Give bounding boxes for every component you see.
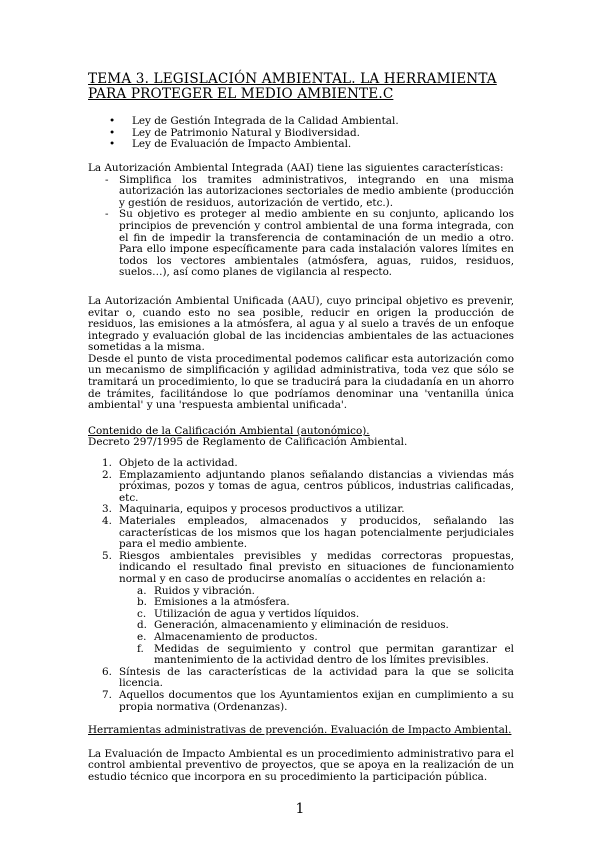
- aai-intro: La Autorización Ambiental Integrada (AAI) tiene las siguientes características:: [88, 161, 504, 174]
- item-text: Emplazamiento adjuntando planos señalando distancias a viviendas más próximas, pozos y tomas de agua, centros públicos, industrias calificadas, etc.: [119, 468, 514, 504]
- list-item: • Ley de Patrimonio Natural y Biodiversidad.: [88, 128, 514, 140]
- sub-list-item: [119, 644, 514, 667]
- list-item: - Su objetivo es proteger al medio ambiente en su conjunto, aplicando los principios de prevención y control ambiental de una forma integrada, con el fin de impedir la transferencia de contaminación de un medio a otro. Para ello impone específicamente para cada instalación valores límites en todos los vectores ambientales (atmósfera, aguas, ruidos, residuos, suelos…), así como planes de vigilancia al respecto.: [88, 209, 514, 279]
- spacer: [88, 737, 514, 749]
- page-title: TEMA 3. LEGISLACIÓN AMBIENTAL. LA HERRAMIENTA PARA PROTEGER EL MEDIO AMBIENTE.C: [88, 71, 497, 102]
- sub-list: [119, 586, 514, 667]
- item-number: 5.: [102, 549, 112, 562]
- aai-list: [88, 175, 514, 279]
- list-item: [88, 516, 514, 551]
- calificacion-decree: Decreto 297/1995 de Reglamento de Calificación Ambiental.: [88, 436, 408, 449]
- spacer: [88, 279, 514, 296]
- item-number: 2.: [102, 468, 112, 481]
- item-letter: c.: [137, 607, 147, 620]
- list-item: • Ley de Evaluación de Impacto Ambiental.: [88, 139, 514, 151]
- list-item: - Simplifica los tramites administrativos, integrando en una misma autorización las autorizaciones sectoriales de medio ambiente (producción y gestión de residuos, autorización de vertido, etc.).: [88, 175, 514, 210]
- list-item: [88, 551, 514, 667]
- item-number: 6.: [102, 665, 112, 678]
- page-number: 1: [295, 801, 305, 817]
- item-number: 3.: [102, 503, 112, 516]
- item-letter: b.: [137, 596, 147, 609]
- item-letter: d.: [137, 619, 147, 632]
- aau-paragraph-1: La Autorización Ambiental Unificada (AAU), cuyo principal objetivo es prevenir, evitar o, cuando esto no sea posible, reducir en origen la producción de residuos, las emisiones a la atmósfera, al agua y al suelo a través de un enfoque integrado y evaluación global de las incidencias ambientales de las actuaciones sometidas a la misma.: [88, 294, 514, 354]
- item-text: Objeto de la actividad.: [119, 457, 238, 470]
- spacer: [88, 412, 514, 426]
- item-text: Ruidos y vibración.: [154, 584, 255, 597]
- item-text: Maquinaria, equipos y procesos productivos a utilizar.: [119, 503, 405, 516]
- item-text: Generación, almacenamiento y eliminación de residuos.: [154, 619, 449, 632]
- item-text: Medidas de seguimiento y control que permitan garantizar el mantenimiento de la actividad dentro de los límites previsibles.: [154, 642, 514, 667]
- eia-paragraph: La Evaluación de Impacto Ambiental es un procedimiento administrativo para el control ambiental preventivo de proyectos, que se apoya en la realización de un estudio técnico que incorpora en su procedimiento la participación pública.: [88, 747, 514, 783]
- calificacion-heading: Contenido de la Calificación Ambiental (autonómico).: [88, 424, 370, 437]
- item-letter: e.: [137, 630, 147, 643]
- laws-list: [88, 116, 514, 151]
- item-text: Aquellos documentos que los Ayuntamientos exijan en cumplimiento a su propia normativa (Ordenanzas).: [119, 688, 514, 713]
- item-text: Almacenamiento de productos.: [154, 630, 318, 643]
- calificacion-list: [88, 458, 514, 713]
- item-text: Materiales empleados, almacenados y producidos, señalando las características de los mismos que los hagan potencialmente perjudiciales para el medio ambiente.: [119, 515, 514, 551]
- item-letter: f.: [137, 642, 144, 655]
- item-text: Emisiones a la atmósfera.: [154, 596, 290, 609]
- page-content: [88, 72, 514, 783]
- item-text: Utilización de agua y vertidos líquidos.: [154, 607, 360, 620]
- item-letter: a.: [137, 584, 147, 597]
- item-text: Síntesis de las características de la actividad para la que se solicita licencia.: [119, 665, 514, 690]
- list-item: [88, 667, 514, 690]
- list-item: • Ley de Gestión Integrada de la Calidad Ambiental.: [88, 116, 514, 128]
- item-number: 7.: [102, 688, 112, 701]
- eia-heading: Herramientas administrativas de prevención. Evaluación de Impacto Ambiental.: [88, 724, 512, 737]
- list-item: [88, 690, 514, 713]
- aau-paragraph-2: Desde el punto de vista procedimental podemos calificar esta autorización como un mecanismo de simplificación y agilidad administrativa, toda vez que sólo se tramitará un procedimiento, lo que se traducirá para la ciudadanía en un ahorro de trámites, facilitándose lo que podríamos denominar una 'ventanilla única ambiental' y una 'respuesta ambiental unificada'.: [88, 352, 514, 412]
- item-number: 4.: [102, 515, 112, 527]
- list-item: [88, 470, 514, 505]
- item-number: 1.: [102, 457, 112, 470]
- item-text: Riesgos ambientales previsibles y medidas correctoras propuestas, indicando el resultado final previsto en situaciones de funcionamiento normal y en caso de producirse anomalías o accidentes en relación a:: [119, 549, 514, 585]
